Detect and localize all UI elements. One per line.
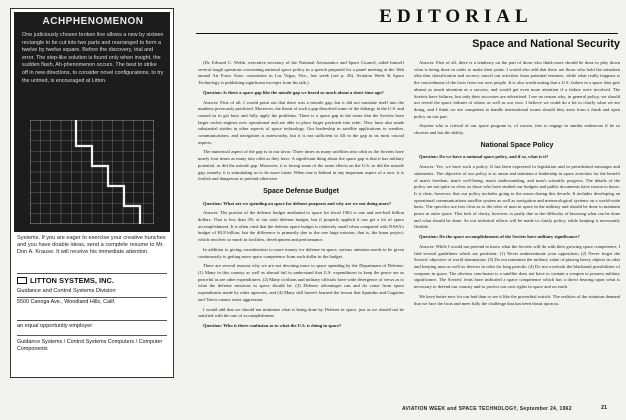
ad-poem: One judiciously chosen broken line allows a new by sixteen rectangle to be cut into two parts and rearranged to form a twelve by twelve square. Before the discovery, trial and error. The step-like solution is found only when insight, the sudden flash, Ah-phenomenon occurs. The best to strike off in new directions, to consider novel configurations, to try the untried, is encouraged at Litton.	[22, 32, 164, 84]
subheading: National Space Policy	[480, 141, 554, 149]
litton-logo	[17, 276, 167, 285]
ad-company-name: LITTON SYSTEMS, INC.	[30, 276, 115, 285]
answer: I would add that we should not minimize what is being done by Defense in space, just as we should not be satisfied with the rate of accomplishment.	[198, 306, 404, 319]
question: Question: Is there a space gap like the missile gap we heard so much about a short time ago?	[203, 89, 384, 95]
answer: We have better now for our bad than to see it like the proverbial ostrich. The realities of the situation demand that we face the facts and meet fully the challenge that has been thrust upon us.	[414, 293, 620, 306]
article-intro: (Dr. Edward C. Welsh, executive secretary of the National Aeronautics and Space Council, aided himself several tough questions concerning national space policy in a speech prepared for a panel meeting at the 16th annual Air Force Assn. convention in Las Vegas, Nev., last week (see p. 26). Aviation Week & Space Technology is publishing significant excerpts from his talk.)	[198, 60, 404, 86]
answer: Answer: First of all, I would point out that there was a missile gap, but it did not translate itself into the numbers previously predicted. Moreover, the threat of such a gap dissolved some of the lethargy in the U.S. and caused us to get busy and fully apply the problems. There is a space gap in the sense that the Soviets have larger rocket engines now operational and are able to place larger payloads into orbit. They have also made substantial strides in other aspects of space technology. Our leadership in satellite applications to weather, communications, and navigation is noteworthy, but it is not sufficient to fill in the gap in its most crucial aspects.	[198, 99, 404, 145]
ad-divider	[17, 297, 167, 298]
ad-address: 5500 Canoga Ave., Woodland Hills, Calif.	[17, 299, 116, 305]
article-column-left	[198, 60, 404, 333]
answer: Anyone who is critical of our space program is, of course, free to engage in similar endeavors if he so chooses and has the ability.	[414, 123, 620, 136]
ad-body-text: Systems. If you are eager to exercise your creative hunches and you have doable ideas, send a complete resume to Mr. Don A. Krause. It will receive his immediate attention.	[17, 235, 166, 256]
ad-divider	[17, 335, 167, 336]
answer: Answer: Yes, we have such a policy. It has been expressed in legislation and in presidential messages and statements. The objective of our policy is to attain and maintain a leadership in space activities for the benefit of man's freedom, man's well-being, man's understanding, and man's scientific progress. The details of the policy are not quite so clear, as those who have studied our budgets and public documents have reason to know. It is clear, however, that our policy includes going to the moon during this decade. It includes developing an operational communications satellite system as well as navigation and meteorological systems on a world-wide basis. The specifics are less clear as to the roles of man in space in the military and should be done to maintain peace in outer space. This lack of clarity, however, is partly due to the difficulty of knowing what can be done and what should be done. As our technical efforts will be made to clarify policy, while keeping it necessarily flexible.	[414, 164, 620, 230]
ad-divider	[17, 273, 167, 274]
masthead-rule	[196, 33, 618, 34]
question: Question: Who is there confusion as to what the U.S. is doing in space?	[203, 322, 342, 328]
puzzle-grid-illustration	[30, 120, 154, 224]
editorial-masthead: EDITORIAL	[379, 6, 533, 27]
answer: The numerical aspect of the gap is in our favor. Three times as many satellites into orbit as the Soviets have nearly four times as many into orbit as they have. A significant thing about the space gap is that it has military potential, as did the missile gap. Moreover, it is facing some of the same effects on the U.S. as did the missile gap, namely, it is stimulating us to do more faster. When one is behind in any important aspect of a race, it is foolish and dangerous to pretend otherwise.	[198, 149, 404, 182]
page-number: 21	[601, 405, 608, 411]
ad-division: Guidance and Control Systems Division	[17, 288, 116, 294]
ad-headline: ACHPHENOMENON	[42, 16, 144, 27]
question: Question: Do the space accomplishments of the Soviets have military significance?	[419, 234, 580, 240]
ad-equal-opportunity: an equal opportunity employer	[17, 323, 93, 329]
litton-logo-icon	[17, 277, 27, 284]
question: Question: Do we have a national space policy, and if so, what is it?	[419, 154, 549, 160]
ad-divider	[17, 320, 167, 321]
question: Question: What are we spending on space for defense purposes and why are we not doing more?	[203, 200, 392, 206]
ad-dark-panel	[14, 12, 170, 232]
journal-footer: AVIATION WEEK and SPACE TECHNOLOGY, September 24, 1962	[402, 406, 572, 412]
answer: Answer: While I would not pretend to know what the Soviets will do with their growing space competence, I find several guidelines which are pertinent: (1) Never underestimate your opposition; (2) Never forget the Soviets' objective of world domination; (3) Do not minimize the military value of placing heavy objects in orbit and keeping men as well as devices in orbit for long periods; (4) Do not overlook the blackmail possibilities of weapons in space. The obvious conclusion is a satellite does not have to contain a weapon to possess military significance. The Soviets' feats have indicated a space competence which has a direct bearing upon what is necessary to defend our country and to protect our own rights in space and on earth.	[414, 243, 620, 290]
ad-products: Guidance Systems / Control Systems Computers / Computer Components	[17, 339, 163, 353]
answer: Answer: The portion of the defense budget attributed to space for fiscal 1963 is one and one-half billion dollars. That is less than 3% of our total defense budget, but if properly applied it can get a lot of space accomplishment. It is often cited that the defense space budget is relatively small when compared with NASA's budget of $3.8 billion, but the difference is primarily due to the one large mission, that is, the lunar project, which involves so much in facilities, development and performance.	[198, 210, 404, 243]
article-title: Space and National Security	[472, 38, 620, 50]
subheading: Space Defense Budget	[263, 187, 339, 195]
answer: There are several reasons why we are not devoting more to space spending by the Department of Defense: (1) Many in this country as well as abroad fail to understand that U.S. expenditures to keep the peace are as peaceful as are other expenditures. (2) Many civilians and military officials have wide divergence of views as to what the defense missions in space should be. (3) Defense advantages can and do come from space expenditures made by other agencies, and (4) Many still haven't learned the lesson that Sputniks and Gagarins and Titovs cannot resist aggression.	[198, 263, 404, 302]
answer: Answer: First of all, there is a tendency on the part of those who think more should be done to play down what is being done in order to make their point. I would also add that there are those who hold the mistaken idea that classification and secrecy cancel out activities from potential enemies, while what really happens is the concealment of the facts from our own people. It is also worth noting that a U.S. failure in a space shot gets almost as much attention as a success, and would get even more attention if a failure were involved. The Soviets have failures, but only their successes are advertised. I see no reason why, in general policy, we should not reveal the space failures of others as well as our own. I believe we could do a lot to clarify what we are doing, and I think we are competent to handle international issues should they arise from a frank and open policy on our part.	[414, 60, 620, 119]
article-column-right	[414, 60, 620, 310]
answer: In addition to giving consideration to more money for defense in space, serious attention needs to be given continuously to getting more space competence from each dollar in the budget.	[198, 246, 404, 259]
litton-advertisement	[10, 8, 174, 378]
